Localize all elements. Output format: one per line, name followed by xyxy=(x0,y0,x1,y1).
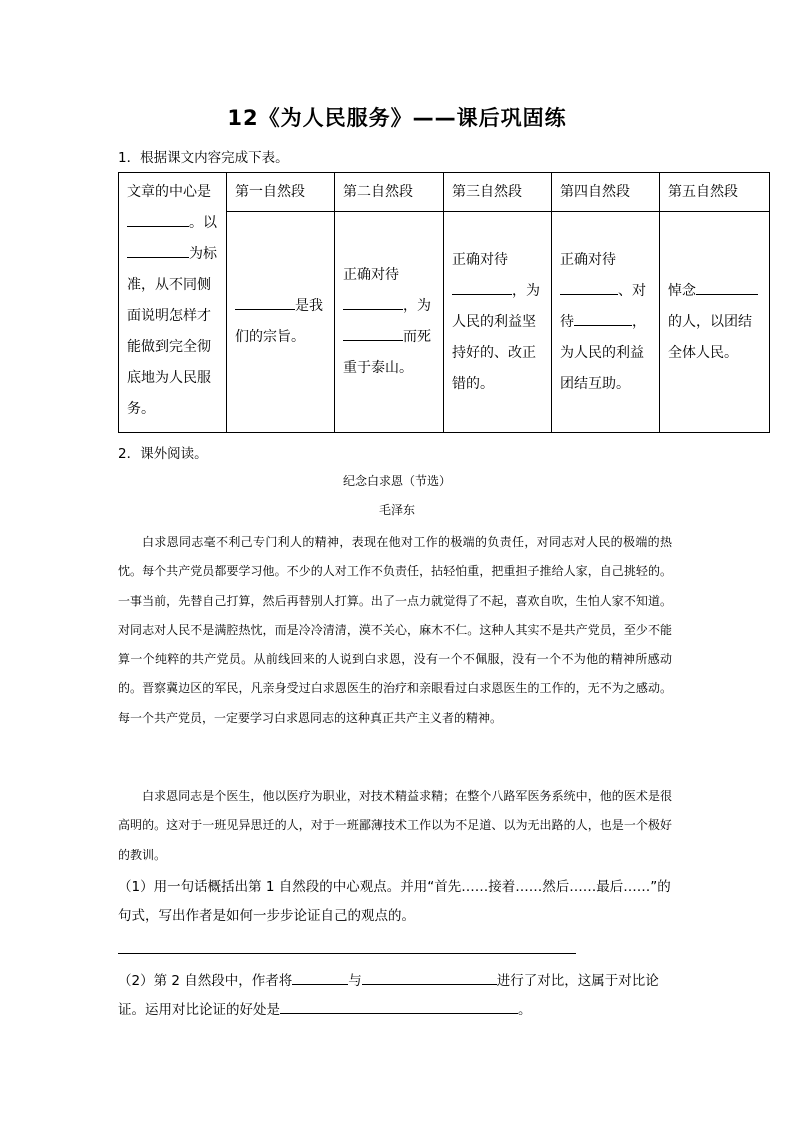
question-1-label: 1．根据课文内容完成下表。 xyxy=(118,150,289,166)
cell-para-5-text-2: 的人，以团结全体人民。 xyxy=(668,313,752,361)
sub-question-2-text-1: （2）第 2 自然段中，作者将 xyxy=(118,973,293,989)
answer-blank[interactable] xyxy=(127,212,189,227)
cell-para-5 xyxy=(660,212,770,433)
header-para-3: 第三自然段 xyxy=(444,173,552,212)
answer-blank[interactable] xyxy=(235,295,295,310)
cell-para-4-text-3: ，为人民的利益团结互助。 xyxy=(560,313,646,392)
page-title: 12《为人民服务》——课后巩固练 xyxy=(227,106,567,130)
sub-question-2 xyxy=(118,967,678,1025)
reading-author: 毛泽东 xyxy=(378,503,415,517)
answer-blank[interactable] xyxy=(574,311,632,326)
cell-para-3 xyxy=(444,212,552,433)
sub-question-2-text-3: 进行了对比，这属于对比论证。运用对比论证的好处是 xyxy=(118,973,659,1018)
answer-blank[interactable] xyxy=(560,280,618,295)
header-para-5: 第五自然段 xyxy=(660,173,770,212)
reading-paragraph-2: 白求恩同志是个医生，他以医疗为职业，对技术精益求精；在整个八路军医务系统中，他的医术是很高明的。这对于一班见异思迁的人，对于一班鄙薄技术工作以为不足道、以为无出路的人，也是一个极好的教训。 xyxy=(118,789,672,862)
cell-para-5-text-1: 悼念 xyxy=(668,282,696,299)
cell-para-4-text-1: 正确对待 xyxy=(560,251,616,268)
answer-blank[interactable] xyxy=(696,280,758,295)
cell-para-1-text: 是我们的宗旨。 xyxy=(235,298,323,345)
cell-para-2 xyxy=(335,212,444,433)
cell-para-2-text-3: 而死重于泰山。 xyxy=(343,329,431,376)
cell-para-3-text-2: ，为人民的利益坚持好的、改正错的。 xyxy=(452,282,540,392)
center-idea-text-1: 文章的中心是 xyxy=(127,184,211,200)
question-2-label: 2．课外阅读。 xyxy=(118,446,208,462)
cell-para-2-text-1: 正确对待 xyxy=(343,267,399,283)
sub-question-2-text-2: 与 xyxy=(348,973,362,989)
center-idea-text-3: 为标准，从不同侧面说明怎样才能做到完全彻底地为人民服务。 xyxy=(127,246,217,417)
answer-blank[interactable] xyxy=(343,326,403,341)
answer-blank[interactable] xyxy=(292,970,348,985)
header-para-4: 第四自然段 xyxy=(552,173,660,212)
cell-para-2-text-2: ，为 xyxy=(403,298,431,314)
reading-paragraph-1: 白求恩同志毫不利己专门利人的精神，表现在他对工作的极端的负责任，对同志对人民的极端的热忱。每个共产党员都要学习他。不少的人对工作不负责任，拈轻怕重，把重担子推给人家，自己挑轻的。一事当前，先替自己打算，然后再替别人打算。出了一点力就觉得了不起，喜欢自吹，生怕人家不知道。对同志对人民不是满腔热忱，而是冷冷清清，漠不关心，麻木不仁。这种人其实不是共产党员，至少不能算一个纯粹的共产党员。从前线回来的人说到白求恩，没有一个不佩服，没有一个不为他的精神所感动的。晋察冀边区的军民，凡亲身受过白求恩医生的治疗和亲眼看过白求恩医生的工作的，无不为之感动。每一个共产党员，一定要学习白求恩同志的这种真正共产主义者的精神。 xyxy=(118,535,672,725)
center-idea-text-2: 。以 xyxy=(189,215,217,231)
header-para-2: 第二自然段 xyxy=(335,173,444,212)
answer-line[interactable] xyxy=(118,953,576,954)
table-row xyxy=(119,173,770,212)
header-para-1: 第一自然段 xyxy=(227,173,335,212)
answer-blank[interactable] xyxy=(452,280,512,295)
sub-question-1: （1）用一句话概括出第 1 自然段的中心观点。并用“首先……接着……然后……最后……”的句式，写出作者是如何一步步论证自己的观点的。 xyxy=(118,879,671,924)
summary-table xyxy=(118,172,770,433)
cell-para-1 xyxy=(227,212,335,433)
answer-blank[interactable] xyxy=(343,295,403,310)
center-idea-cell xyxy=(119,173,227,433)
cell-para-4-text-2: 、对待 xyxy=(560,282,646,330)
reading-title: 纪念白求恩（节选） xyxy=(342,474,451,488)
cell-para-3-text-1: 正确对待 xyxy=(452,251,508,268)
cell-para-4 xyxy=(552,212,660,433)
sub-question-2-text-4: 。 xyxy=(518,1002,532,1018)
answer-blank[interactable] xyxy=(127,243,189,258)
answer-blank[interactable] xyxy=(362,970,497,985)
answer-blank[interactable] xyxy=(280,999,518,1014)
